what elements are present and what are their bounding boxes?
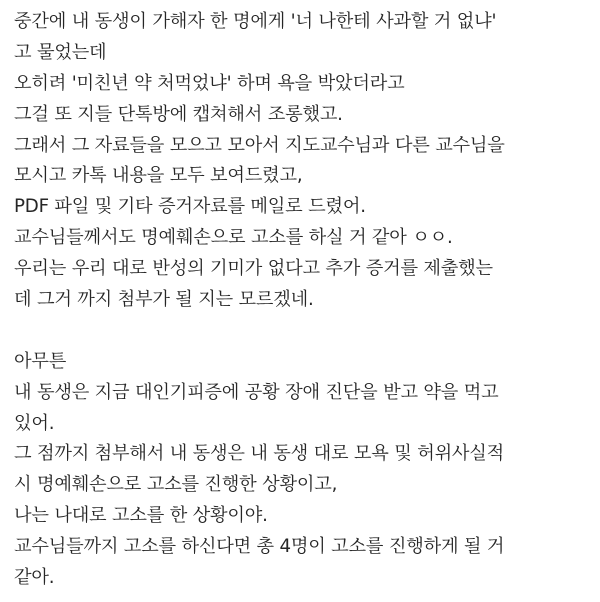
text-line: 내 동생은 지금 대인기피증에 공황 장애 진단을 받고 약을 먹고 bbox=[14, 381, 499, 403]
text-line: 같아. bbox=[14, 567, 55, 589]
post-body bbox=[14, 7, 594, 594]
text-line: 아무튼 bbox=[14, 350, 67, 372]
text-line: 나는 나대로 고소를 한 상황이야. bbox=[14, 505, 268, 527]
text-line: 모시고 카톡 내용을 모두 보여드렸고, bbox=[14, 165, 303, 187]
text-line: 시 명예훼손으로 고소를 진행한 상황이고, bbox=[14, 474, 338, 496]
text-line: 데 그거 까지 첨부가 될 지는 모르겠네. bbox=[14, 289, 314, 311]
text-line: 우리는 우리 대로 반성의 기미가 없다고 추가 증거를 제출했는 bbox=[14, 258, 493, 280]
text-line: PDF 파일 및 기타 증거자료를 메일로 드렸어. bbox=[14, 196, 366, 218]
text-line: 그 점까지 첨부해서 내 동생은 내 동생 대로 모욕 및 허위사실적 bbox=[14, 443, 505, 465]
text-line: 오히려 '미친년 약 처먹었냐' 하며 욕을 박았더라고 bbox=[14, 72, 405, 94]
paragraph-1 bbox=[14, 7, 594, 316]
text-line: 고 물었는데 bbox=[14, 41, 107, 63]
text-line: 중간에 내 동생이 가해자 한 명에게 '너 나한테 사과할 거 없냐' bbox=[14, 11, 497, 32]
text-line: 교수님들까지 고소를 하신다면 총 4명이 고소를 진행하게 될 거 bbox=[14, 536, 505, 558]
text-line: 있어. bbox=[14, 412, 55, 434]
paragraph-gap bbox=[14, 316, 594, 347]
text-line: 교수님들께서도 명예훼손으로 고소를 하실 거 같아 ㅇㅇ. bbox=[14, 227, 453, 249]
text-line: 그걸 또 지들 단톡방에 캡쳐해서 조롱했고. bbox=[14, 103, 343, 125]
paragraph-2 bbox=[14, 347, 594, 594]
text-line: 그래서 그 자료들을 모으고 모아서 지도교수님과 다른 교수님을 bbox=[14, 134, 505, 156]
